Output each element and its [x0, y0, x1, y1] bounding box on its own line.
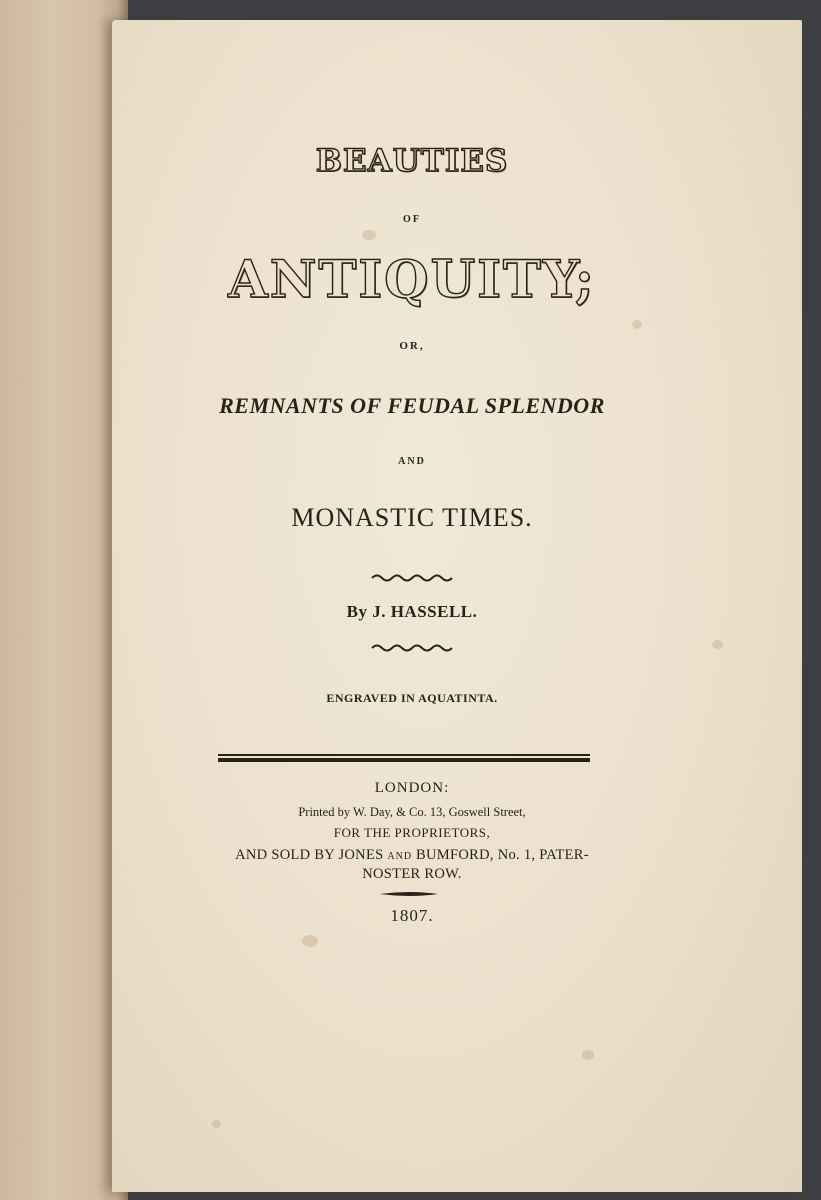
wavy-rule-bottom	[370, 643, 454, 653]
subtitle-remnants: REMNANTS OF FEUDAL SPLENDOR	[219, 393, 605, 418]
engraving-note: ENGRAVED IN AQUATINTA.	[326, 691, 498, 705]
imprint-year: 1807.	[390, 906, 434, 925]
imprint-printer: Printed by W. Day, & Co. 13, Goswell Street,	[298, 805, 526, 819]
wavy-rule-top	[370, 573, 454, 583]
imprint-proprietors: FOR THE PROPRIETORS,	[333, 825, 491, 840]
dash-ornament	[380, 890, 438, 898]
left-page-edge	[0, 0, 128, 1200]
sold-by-suffix: BUMFORD, No. 1, PATER-	[416, 847, 589, 863]
double-rule	[218, 753, 592, 763]
imprint-sold-by	[112, 847, 712, 864]
subtitle-and: AND	[398, 456, 426, 467]
imprint-address: NOSTER ROW.	[362, 866, 462, 882]
title-line-beauties: BEAUTIES	[315, 143, 509, 179]
author-line: By J. HASSELL.	[346, 602, 478, 621]
foxing-spot	[712, 640, 723, 649]
title-page-text	[112, 0, 712, 1200]
sold-by-and: AND	[387, 851, 413, 862]
imprint-city: LONDON:	[374, 780, 450, 796]
sold-by-prefix: AND SOLD BY JONES	[235, 847, 384, 863]
title-line-antiquity: ANTIQUITY;	[228, 250, 596, 310]
title-line-or: OR,	[399, 340, 425, 352]
subtitle-monastic-times: MONASTIC TIMES.	[291, 503, 533, 532]
title-line-of: OF	[403, 214, 421, 225]
